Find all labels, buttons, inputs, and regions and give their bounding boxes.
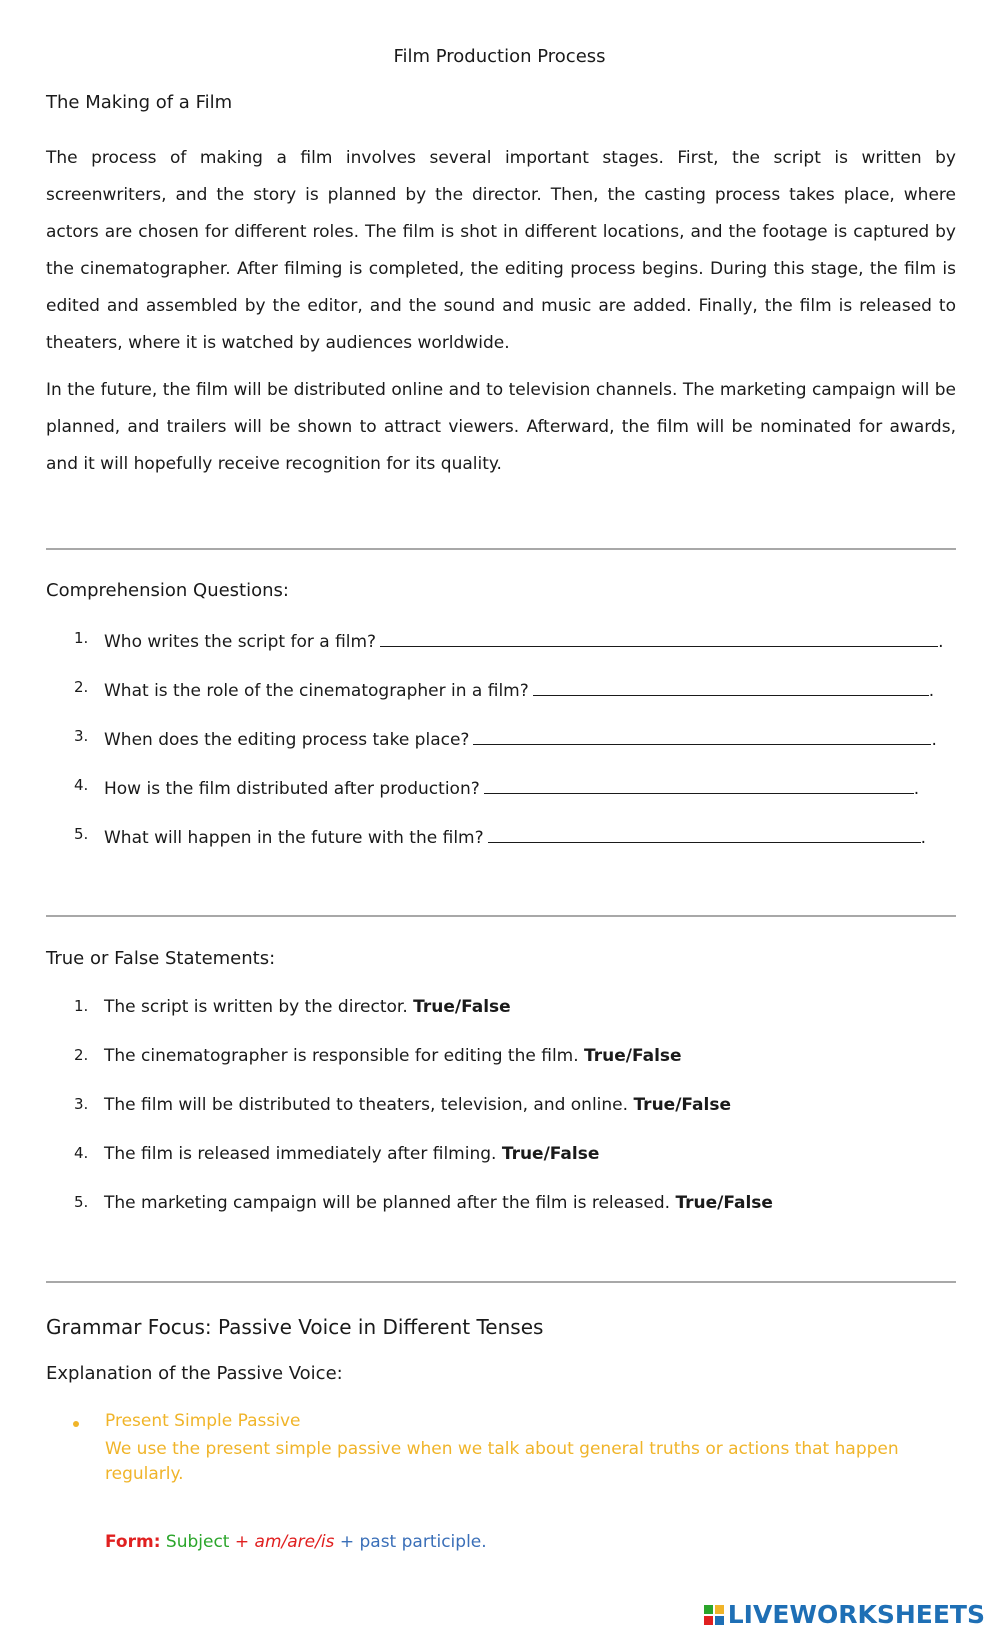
reading-paragraph-1: The process of making a film involves several important stages. First, the script is written by screenwriters, and the story is planned by the director. Then, the casting process takes place, where actors are chosen for different roles. The film is shot in different locations, and the footage is captured by the cinematographer. After filming is completed, the editing process begins. During this stage, the film is edited and assembled by the editor, and the sound and music are added. Finally, the film is released to theaters, where it is watched by audiences worldwide. [46, 148, 956, 353]
bullet-icon [73, 1421, 79, 1427]
question-text: What will happen in the future with the film? [104, 828, 484, 848]
true-false-choice[interactable]: True/False [633, 1095, 731, 1115]
statement-item [46, 1144, 956, 1193]
form-participle: past participle. [359, 1532, 487, 1552]
statement-item [46, 1193, 956, 1242]
comprehension-heading: Comprehension Questions: [46, 580, 289, 601]
page-title: Film Production Process [393, 46, 606, 67]
true-false-heading: True or False Statements: [46, 948, 276, 969]
form-verb: am/are/is [254, 1532, 335, 1552]
question-text: Who writes the script for a film? [104, 632, 377, 652]
statement-text: The film is released immediately after filming. [104, 1144, 497, 1164]
divider [46, 915, 956, 917]
question-number: 1. [74, 629, 89, 647]
form-plus: + [339, 1532, 355, 1552]
true-false-choice[interactable]: True/False [501, 1144, 600, 1164]
form-label: Form: [105, 1532, 161, 1552]
question-text: What is the role of the cinematographer in a film? [104, 681, 529, 701]
grammar-subheading: Explanation of the Passive Voice: [46, 1363, 343, 1384]
statement-item [46, 997, 956, 1046]
answer-blank[interactable] [533, 678, 929, 696]
question-number: 2. [74, 678, 89, 696]
bullet-text: We use the present simple passive when we talk about general truths or actions that happen regularly. [105, 1439, 899, 1484]
answer-blank[interactable] [473, 727, 931, 745]
form-plus: + [234, 1532, 250, 1552]
true-false-choice[interactable]: True/False [584, 1046, 682, 1066]
grammar-heading: Grammar Focus: Passive Voice in Different Tenses [46, 1315, 544, 1339]
statement-text: The marketing campaign will be planned after the film is released. [104, 1193, 671, 1213]
section-heading-making-of-film: The Making of a Film [46, 92, 233, 113]
statement-text: The cinematographer is responsible for editing the film. [104, 1046, 579, 1066]
question-item: 4. How is the film distributed after production? . [74, 776, 920, 799]
logo-icon [704, 1605, 724, 1625]
liveworksheets-logo [704, 1600, 985, 1629]
question-number: 4. [74, 776, 89, 794]
divider [46, 548, 956, 550]
question-item: 3. When does the editing process take place? . [74, 727, 937, 750]
question-text: When does the editing process take place? [104, 730, 470, 750]
bullet-title: Present Simple Passive [105, 1411, 301, 1431]
question-item: 5. What will happen in the future with the film? . [74, 825, 927, 848]
form-line [105, 1532, 487, 1552]
statement-item [46, 1046, 956, 1095]
statement-text: The script is written by the director. [104, 997, 408, 1017]
true-false-list [46, 997, 956, 1242]
comprehension-question-list [46, 629, 956, 874]
logo-text: LIVEWORKSHEETS [727, 1600, 985, 1629]
answer-blank[interactable] [488, 825, 921, 843]
statement-text: The film will be distributed to theaters, television, and online. [104, 1095, 629, 1115]
answer-blank[interactable] [380, 629, 938, 647]
true-false-choice[interactable]: True/False [413, 997, 511, 1017]
statement-number: 3. [74, 1095, 89, 1113]
question-text: How is the film distributed after production? [104, 779, 480, 799]
true-false-choice[interactable]: True/False [675, 1193, 773, 1213]
question-item: 1. Who writes the script for a film? . [74, 629, 944, 652]
question-item: 2. What is the role of the cinematographer in a film? . [74, 678, 935, 701]
question-number: 5. [74, 825, 89, 843]
statement-item [46, 1095, 956, 1144]
divider [46, 1281, 956, 1283]
statement-number: 1. [74, 997, 89, 1015]
statement-number: 2. [74, 1046, 89, 1064]
question-number: 3. [74, 727, 89, 745]
statement-number: 5. [74, 1193, 89, 1211]
form-subject: Subject [165, 1532, 230, 1552]
reading-paragraph-2: In the future, the film will be distributed online and to television channels. The marketing campaign will be planned, and trailers will be shown to attract viewers. Afterward, the film will be nominated for awards, and it will hopefully receive recognition for its quality. [46, 380, 956, 474]
statement-number: 4. [74, 1144, 89, 1162]
answer-blank[interactable] [484, 776, 914, 794]
